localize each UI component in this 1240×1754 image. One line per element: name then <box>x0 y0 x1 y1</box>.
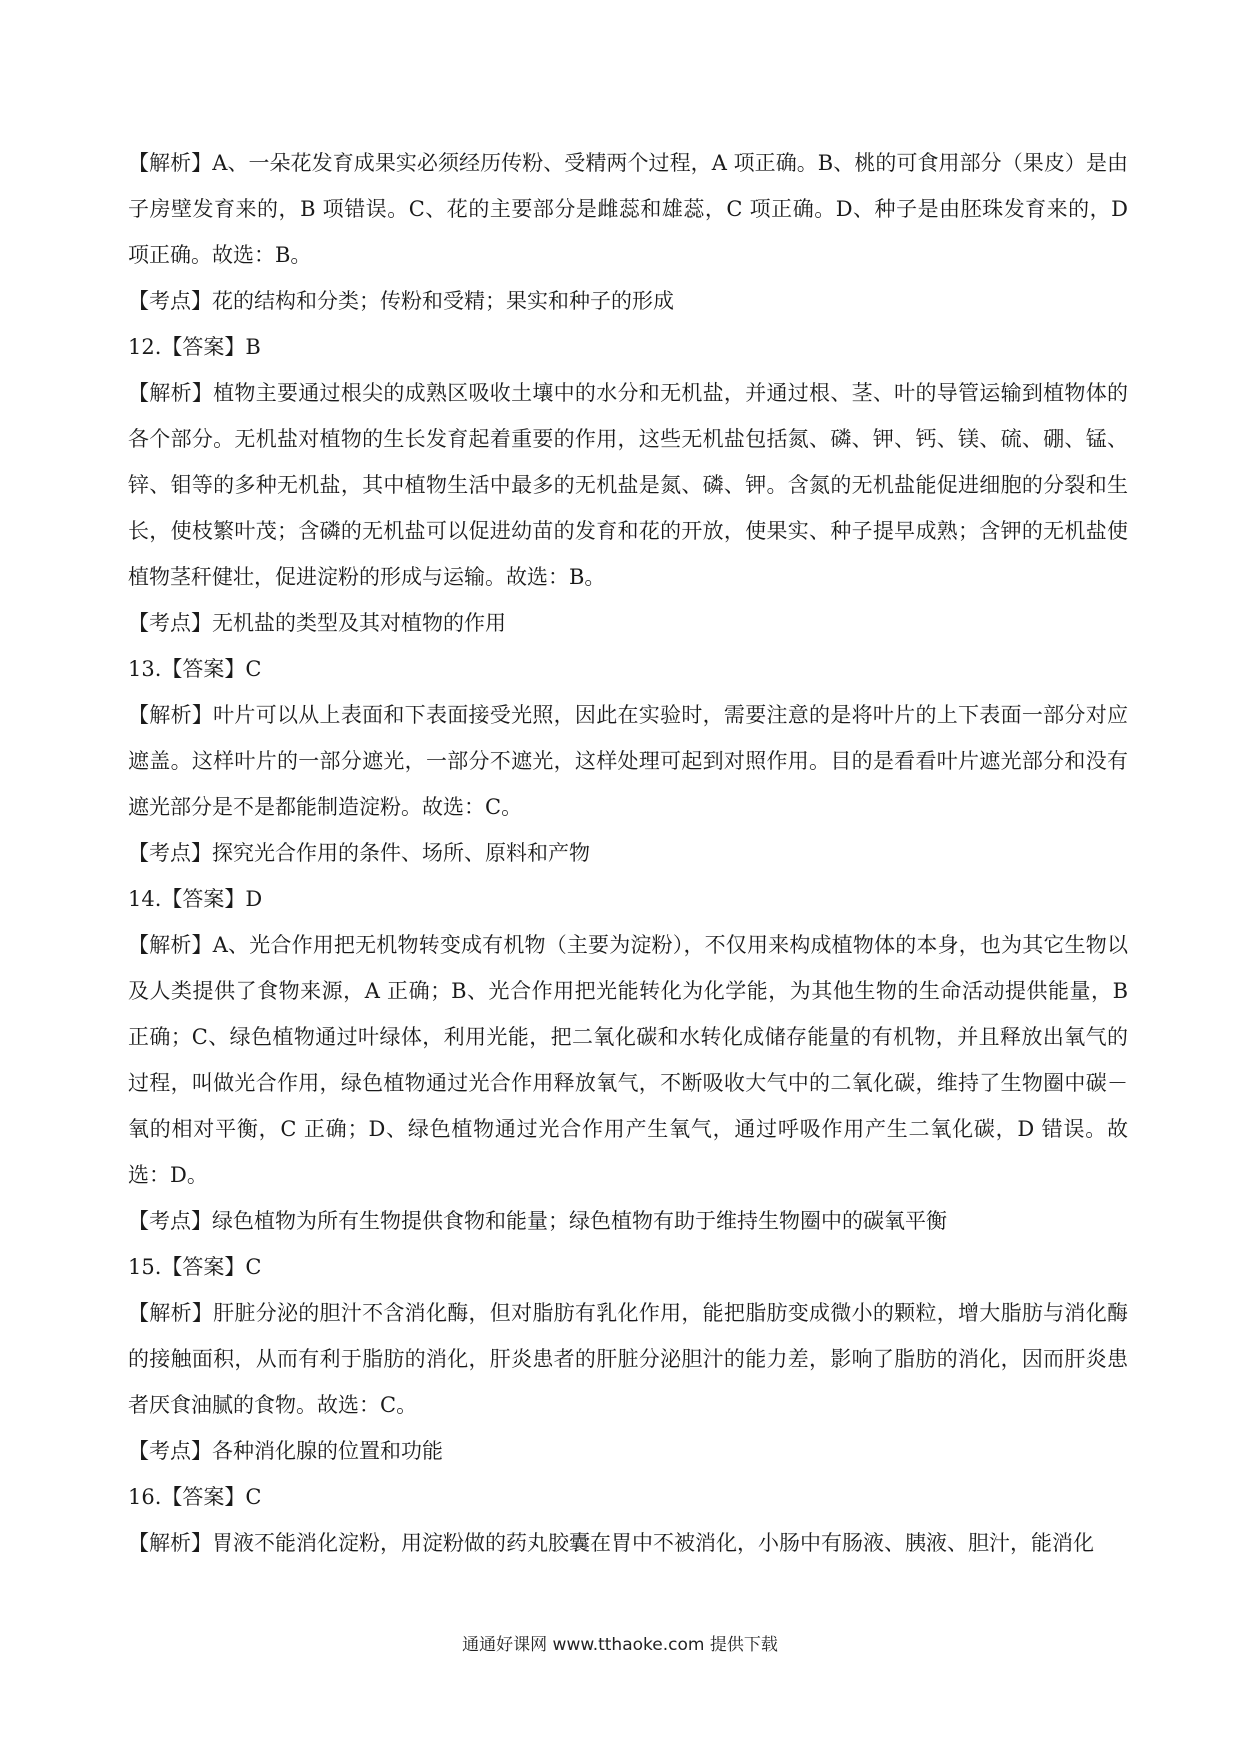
analysis-paragraph: 【解析】叶片可以从上表面和下表面接受光照，因此在实验时，需要注意的是将叶片的上下表面一部分对应遮盖。这样叶片的一部分遮光，一部分不遮光，这样处理可起到对照作用。目的是看看叶片遮光部分和没有遮光部分是不是都能制造淀粉。故选：C。 <box>128 703 1128 819</box>
key-point-paragraph: 【考点】绿色植物为所有生物提供食物和能量；绿色植物有助于维持生物圈中的碳氧平衡 <box>128 1209 947 1233</box>
answer-heading: 14.【答案】D <box>128 887 263 911</box>
answer-heading: 13.【答案】C <box>128 657 262 681</box>
key-point-paragraph: 【考点】无机盐的类型及其对植物的作用 <box>128 611 506 635</box>
page-footer: 通通好课网 www.tthaoke.com 提供下载 <box>462 1635 778 1655</box>
key-point-paragraph: 【考点】各种消化腺的位置和功能 <box>128 1439 443 1463</box>
answer-heading: 16.【答案】C <box>128 1485 262 1509</box>
analysis-paragraph: 【解析】植物主要通过根尖的成熟区吸收土壤中的水分和无机盐，并通过根、茎、叶的导管运输到植物体的各个部分。无机盐对植物的生长发育起着重要的作用，这些无机盐包括氮、磷、钾、钙、镁、硫、硼、锰、锌、钼等的多种无机盐，其中植物生活中最多的无机盐是氮、磷、钾。含氮的无机盐能促进细胞的分裂和生长，使枝繁叶茂；含磷的无机盐可以促进幼苗的发育和花的开放，使果实、种子提早成熟；含钾的无机盐使植物茎秆健壮，促进淀粉的形成与运输。故选：B。 <box>128 381 1128 589</box>
answer-heading: 12.【答案】B <box>128 335 261 359</box>
analysis-paragraph: 【解析】胃液不能消化淀粉，用淀粉做的药丸胶囊在胃中不被消化，小肠中有肠液、胰液、胆汁，能消化 <box>128 1531 1094 1555</box>
analysis-paragraph: 【解析】A、一朵花发育成果实必须经历传粉、受精两个过程，A 项正确。B、桃的可食用部分（果皮）是由子房壁发育来的，B 项错误。C、花的主要部分是雌蕊和雄蕊，C 项正确。D、种子是由胚珠发育来的，D 项正确。故选：B。 <box>128 151 1128 267</box>
analysis-paragraph: 【解析】A、光合作用把无机物转变成有机物（主要为淀粉），不仅用来构成植物体的本身，也为其它生物以及人类提供了食物来源，A 正确；B、光合作用把光能转化为化学能，为其他生物的生命活动提供能量，B 正确；C、绿色植物通过叶绿体，利用光能，把二氧化碳和水转化成储存能量的有机物，并且释放出氧气的过程，叫做光合作用，绿色植物通过光合作用释放氧气，不断吸收大气中的二氧化碳，维持了生物圈中碳－氧的相对平衡，C 正确；D、绿色植物通过光合作用产生氧气，通过呼吸作用产生二氧化碳，D 错误。故选：D。 <box>128 933 1128 1187</box>
key-point-paragraph: 【考点】花的结构和分类；传粉和受精；果实和种子的形成 <box>128 289 674 313</box>
key-point-paragraph: 【考点】探究光合作用的条件、场所、原料和产物 <box>128 841 590 865</box>
document-page <box>128 140 1128 1566</box>
answer-heading: 15.【答案】C <box>128 1255 262 1279</box>
analysis-paragraph: 【解析】肝脏分泌的胆汁不含消化酶，但对脂肪有乳化作用，能把脂肪变成微小的颗粒，增大脂肪与消化酶的接触面积，从而有利于脂肪的消化，肝炎患者的肝脏分泌胆汁的能力差，影响了脂肪的消化，因而肝炎患者厌食油腻的食物。故选：C。 <box>128 1301 1128 1417</box>
